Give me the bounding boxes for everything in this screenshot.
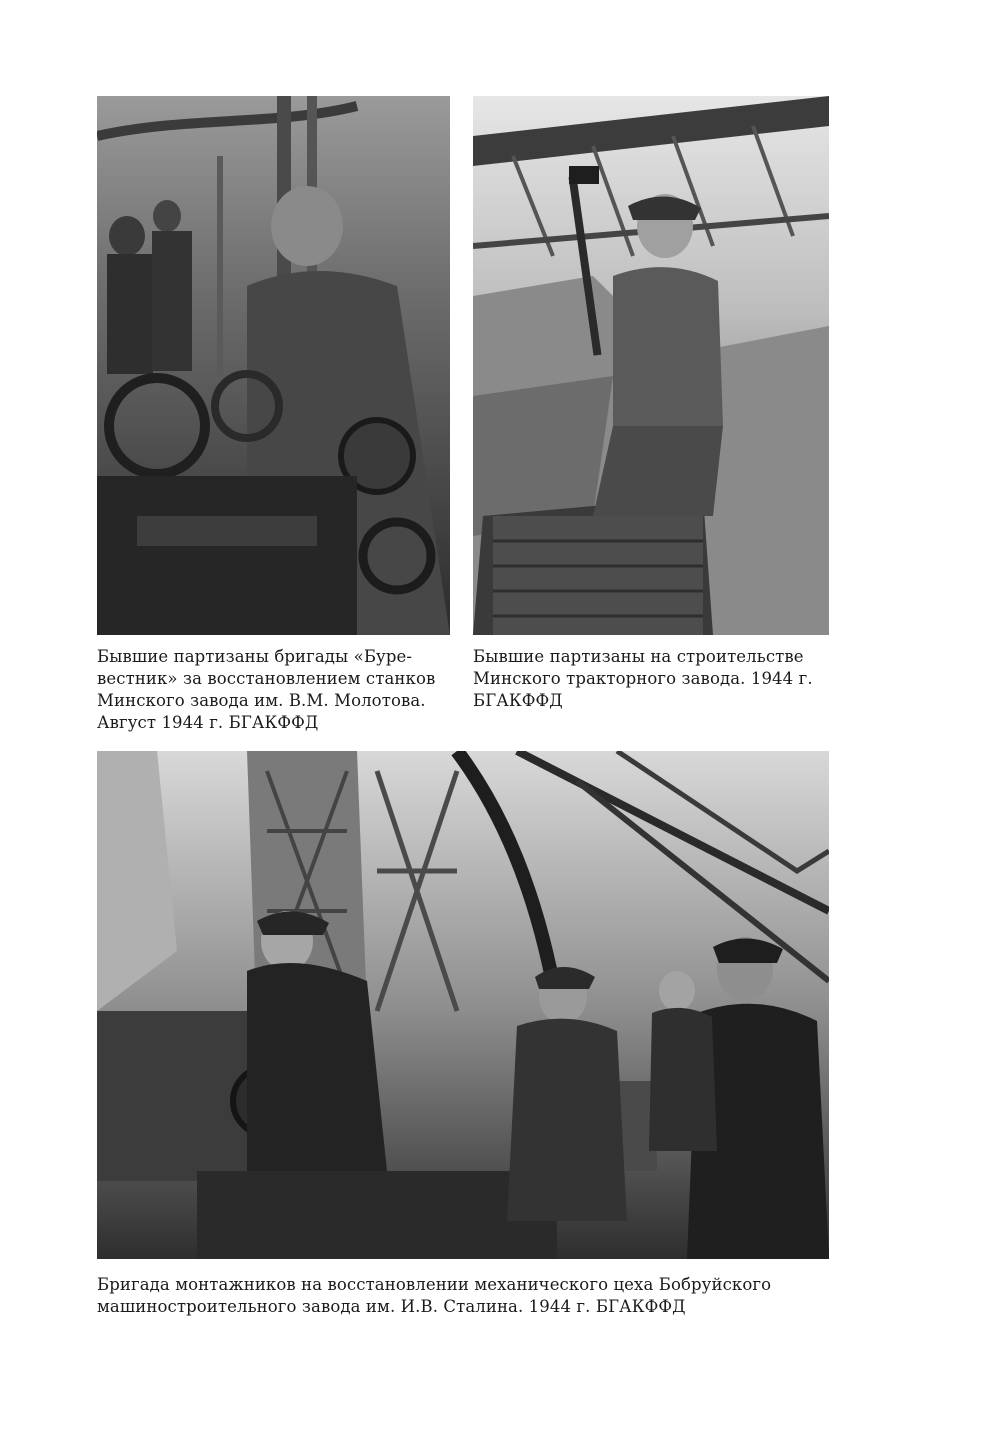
photo-mechanical-workshop-brigade bbox=[97, 751, 829, 1259]
caption-line: машиностроительного завода им. И.В. Сталина. 1944 г. БГАКФФД bbox=[97, 1297, 686, 1316]
photo-factory-machine-tools-image bbox=[97, 96, 450, 635]
photo-tractor-plant-construction-image bbox=[473, 96, 829, 635]
caption-line: Август 1944 г. БГАКФФД bbox=[97, 713, 319, 732]
photo-caption-mechanical-workshop bbox=[97, 1274, 829, 1318]
caption-line: Минского завода им. В.М. Молотова. bbox=[97, 691, 426, 710]
photo-caption-tractor-plant bbox=[473, 646, 829, 712]
caption-line: Бывшие партизаны бригады «Буре- bbox=[97, 647, 413, 666]
photo-caption-machine-tools bbox=[97, 646, 450, 734]
photo-mechanical-workshop-brigade-image bbox=[97, 751, 829, 1259]
caption-line: вестник» за восстановлением станков bbox=[97, 669, 436, 688]
photo-factory-machine-tools bbox=[97, 96, 450, 635]
caption-line: Минского тракторного завода. 1944 г. bbox=[473, 669, 813, 688]
caption-line: БГАКФФД bbox=[473, 691, 563, 710]
caption-line: Бригада монтажников на восстановлении механического цеха Бобруйского bbox=[97, 1275, 772, 1294]
caption-line: Бывшие партизаны на строительстве bbox=[473, 647, 804, 666]
photo-tractor-plant-construction bbox=[473, 96, 829, 635]
